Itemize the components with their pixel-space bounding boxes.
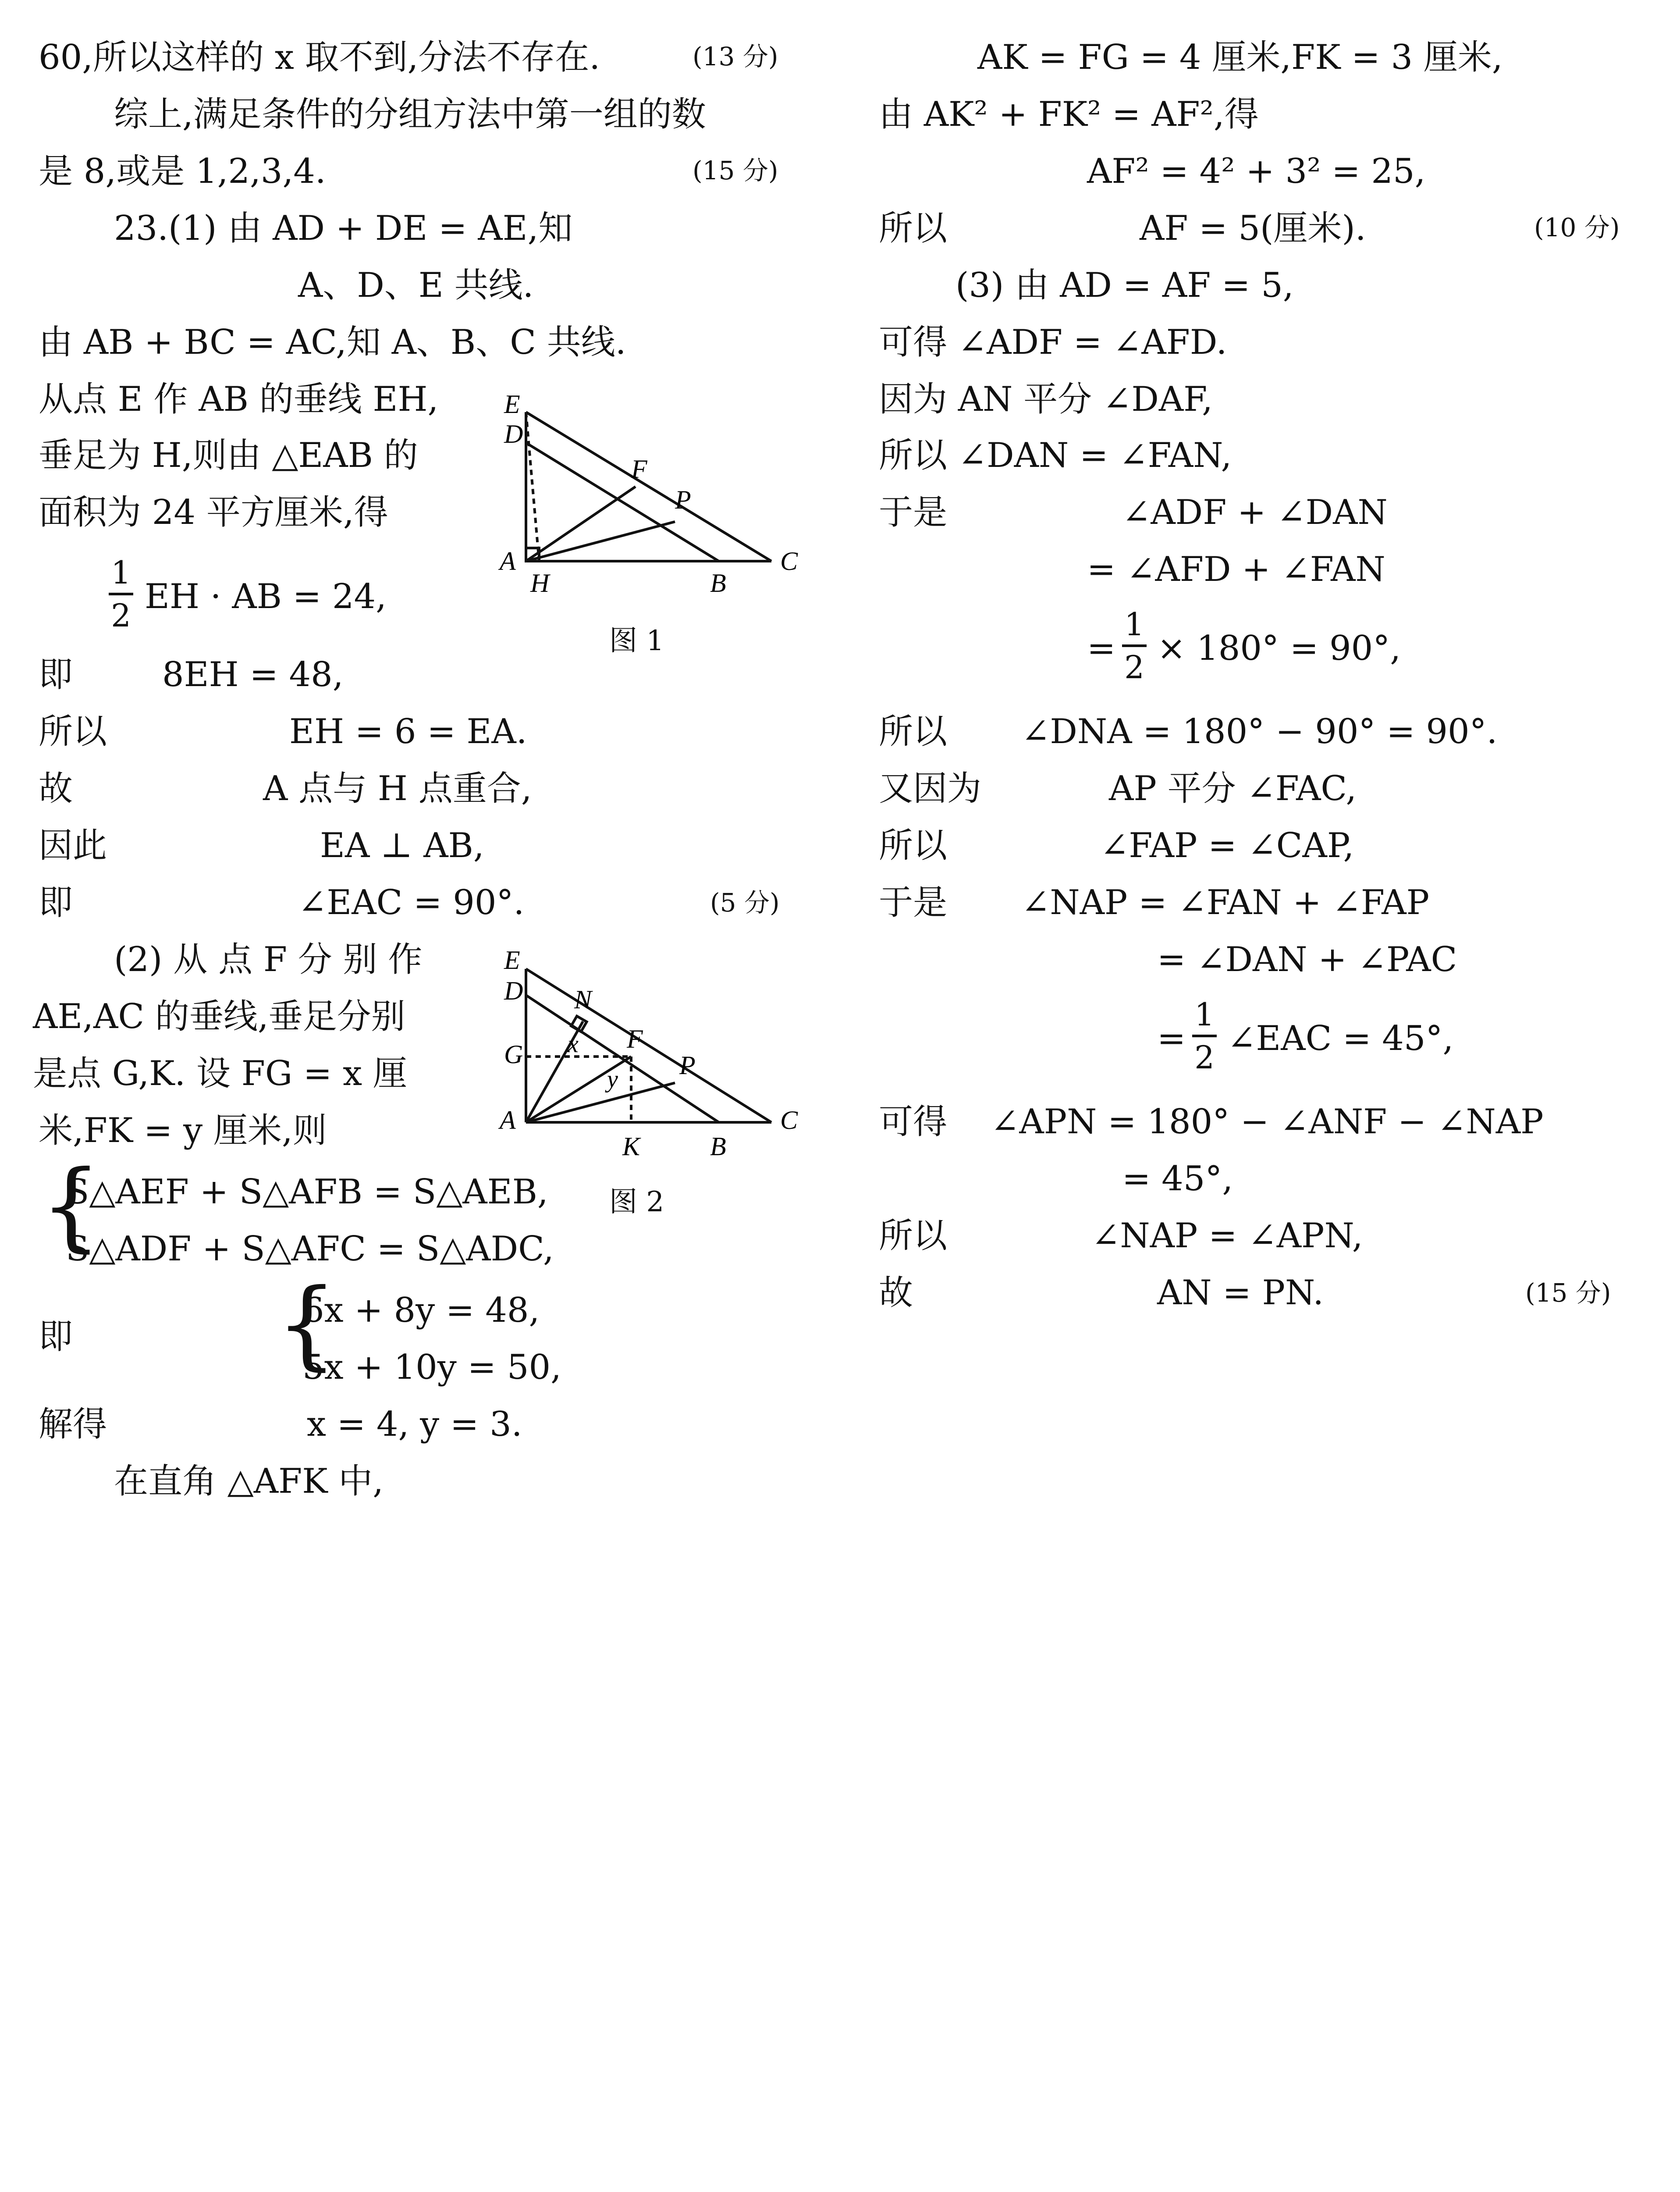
fig1-label-c: C — [780, 547, 798, 576]
left-brace: { — [40, 1149, 102, 1262]
fig2-segment-ap — [526, 1083, 675, 1122]
problem-heading: 23.(1) 由 AD + DE = AE,知 — [114, 209, 573, 248]
text-line: ∠EAC = 45°, — [1227, 1019, 1454, 1058]
figure-2-diagram — [491, 951, 824, 1179]
fig2-label-y: y — [607, 1066, 618, 1093]
text-line: ∠APN = 180° − ∠ANF − ∠NAP — [991, 1102, 1544, 1142]
text-label: 所以 — [39, 712, 107, 751]
text-line: AE,AC 的垂线,垂足分别 — [33, 997, 405, 1036]
fraction-numerator: 1 — [111, 554, 131, 591]
equation-line: S△ADF + S△AFC = S△ADC, — [66, 1229, 554, 1269]
text-line: EH · AB = 24, — [145, 577, 387, 616]
text-line: ∠DNA = 180° − 90° = 90°. — [1021, 712, 1498, 751]
equation-line: S△AEF + S△AFB = S△AEB, — [66, 1172, 548, 1212]
fig2-label-n: N — [574, 985, 592, 1014]
fig1-label-a: A — [500, 547, 516, 576]
text-line: ∠ADF + ∠DAN — [1122, 493, 1388, 532]
text-line: AP 平分 ∠FAC, — [1109, 769, 1357, 808]
text-label: 又因为 — [879, 769, 982, 808]
fig2-label-x: x — [568, 1031, 579, 1058]
fig2-label-f: F — [627, 1025, 643, 1053]
text-line: AK = FG = 4 厘米,FK = 3 厘米, — [977, 38, 1503, 77]
text-line: ∠FAP = ∠CAP, — [1100, 826, 1354, 865]
fraction-denominator: 2 — [1194, 1039, 1215, 1076]
text-line: × 180° = 90°, — [1157, 629, 1401, 668]
fig2-label-e: E — [504, 951, 520, 975]
fraction-denominator: 2 — [111, 597, 131, 634]
text-label: 因此 — [39, 826, 107, 865]
score-mark: (10 分) — [1534, 213, 1620, 242]
fraction-bar — [1122, 644, 1147, 647]
text-label: 即 — [39, 1317, 73, 1356]
figure-2-caption: 图 2 — [609, 1186, 664, 1218]
text-line: 从点 E 作 AB 的垂线 EH, — [39, 380, 439, 419]
fig1-segment-ap — [526, 522, 675, 561]
text-label: 于是 — [879, 493, 948, 532]
text-line: EA ⊥ AB, — [320, 826, 484, 865]
text-label: 所以 — [879, 826, 948, 865]
fig1-segment-eh — [526, 412, 539, 561]
text-line: 由 AK² + FK² = AF²,得 — [879, 95, 1259, 134]
text-line: EH = 6 = EA. — [289, 712, 527, 751]
text-line: (2) 从 点 F 分 别 作 — [114, 940, 423, 979]
text-line: 米,FK = y 厘米,则 — [39, 1111, 327, 1150]
equation-line: 5x + 10y = 50, — [302, 1348, 561, 1387]
text-label: 即 — [39, 883, 73, 922]
text-label: 所以 — [879, 209, 948, 248]
text-line: ∠NAP = ∠FAN + ∠FAP — [1021, 883, 1430, 922]
fig2-label-c: C — [780, 1106, 798, 1135]
text-line: 可得 ∠ADF = ∠AFD. — [879, 323, 1227, 362]
text-label: 可得 — [879, 1102, 948, 1142]
fig1-label-p: P — [675, 485, 691, 514]
text-line: = ∠DAN + ∠PAC — [1157, 940, 1457, 979]
figure-1-caption: 图 1 — [609, 625, 664, 657]
fig2-right-angle-mark — [571, 1016, 587, 1032]
score-mark: (5 分) — [710, 888, 780, 918]
score-mark: (15 分) — [693, 156, 778, 185]
fig2-label-b: B — [710, 1132, 726, 1161]
score-mark: (13 分) — [693, 42, 778, 71]
text-label: 所以 — [879, 712, 948, 751]
figure-1-diagram — [491, 386, 824, 631]
fraction-numerator: 1 — [1124, 606, 1144, 643]
left-brace: { — [276, 1268, 337, 1380]
fig2-label-p: P — [679, 1051, 696, 1080]
fig1-segment-af — [526, 487, 636, 561]
fig2-label-d: D — [504, 976, 523, 1005]
text-line: 在直角 △AFK 中, — [114, 1462, 384, 1501]
fraction-half — [1192, 996, 1217, 1076]
fraction-half — [1122, 606, 1147, 686]
text-line: A 点与 H 点重合, — [263, 769, 532, 808]
text-line: 由 AB + BC = AC,知 A、B、C 共线. — [39, 323, 626, 362]
fig2-label-a: A — [500, 1106, 516, 1135]
text-line: (3) 由 AD = AF = 5, — [955, 266, 1294, 305]
text-label: 即 — [39, 655, 73, 694]
fraction-denominator: 2 — [1124, 649, 1144, 686]
text-line: 垂足为 H,则由 △EAB 的 — [39, 436, 418, 475]
fig1-label-e: E — [504, 390, 520, 419]
fraction-bar — [109, 593, 133, 595]
text-line: = ∠AFD + ∠FAN — [1087, 550, 1385, 589]
fig1-label-b: B — [710, 569, 726, 598]
fig1-label-f: F — [631, 455, 647, 484]
text-line: ∠EAC = 90°. — [298, 883, 525, 922]
text-label: 于是 — [879, 883, 948, 922]
fraction-bar — [1192, 1035, 1217, 1037]
text-label: 故 — [879, 1273, 913, 1313]
text-label: 解得 — [39, 1405, 107, 1444]
text-line: 60,所以这样的 x 取不到,分法不存在. — [39, 38, 600, 77]
text-line: A、D、E 共线. — [298, 266, 534, 305]
text-line: 是 8,或是 1,2,3,4. — [39, 152, 326, 191]
fraction-half — [109, 554, 133, 634]
text-label: = — [1087, 629, 1116, 668]
text-label: 故 — [39, 769, 73, 808]
text-line: 是点 G,K. 设 FG = x 厘 — [33, 1054, 407, 1093]
text-line: AN = PN. — [1157, 1273, 1324, 1313]
fraction-numerator: 1 — [1194, 996, 1215, 1033]
text-line: 因为 AN 平分 ∠DAF, — [879, 380, 1213, 419]
equation-line: 6x + 8y = 48, — [302, 1291, 540, 1330]
text-line: 综上,满足条件的分组方法中第一组的数 — [114, 95, 706, 134]
text-line: AF = 5(厘米). — [1140, 209, 1366, 248]
text-line: = 45°, — [1122, 1159, 1233, 1199]
text-label: = — [1157, 1019, 1186, 1058]
text-line: 所以 ∠DAN = ∠FAN, — [879, 436, 1232, 475]
fig1-label-d: D — [504, 420, 523, 448]
fig2-label-g: G — [504, 1040, 523, 1069]
score-mark: (15 分) — [1525, 1278, 1611, 1308]
text-line: 8EH = 48, — [162, 655, 344, 694]
text-line: AF² = 4² + 3² = 25, — [1087, 152, 1426, 191]
fig1-segment-ec — [526, 412, 771, 561]
text-line: x = 4, y = 3. — [307, 1405, 522, 1444]
fig1-label-h: H — [530, 569, 550, 598]
text-line: 面积为 24 平方厘米,得 — [39, 493, 388, 532]
fig2-label-k: K — [622, 1132, 640, 1161]
text-label: 所以 — [879, 1216, 948, 1256]
text-line: ∠NAP = ∠APN, — [1091, 1216, 1363, 1256]
